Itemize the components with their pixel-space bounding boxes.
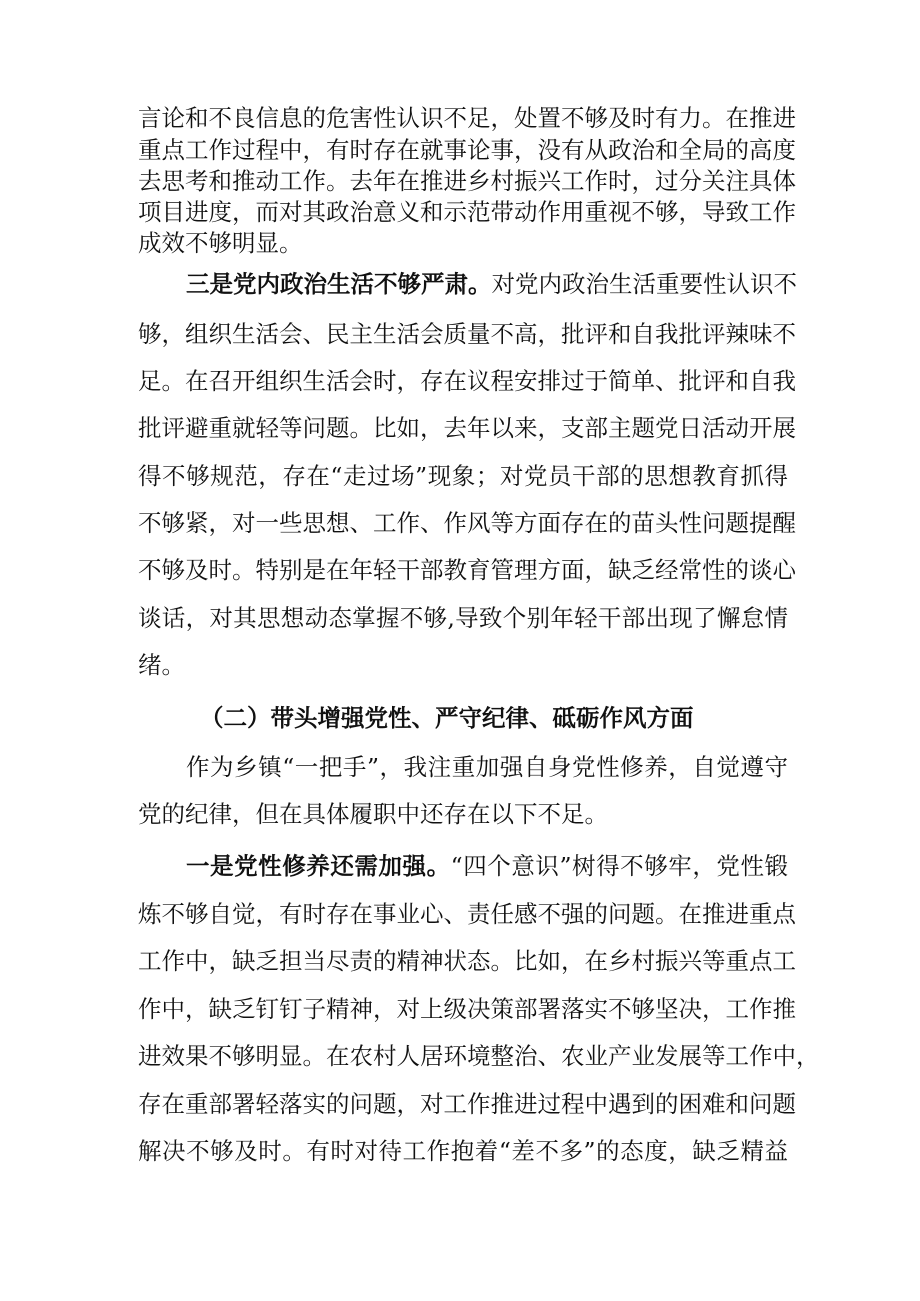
section-heading: （二）带头增强党性、严守纪律、砥砺作风方面 [200, 704, 694, 732]
paragraph-line: 足。在召开组织生活会时，存在议程安排过于简单、批评和自我 [138, 367, 796, 395]
paragraph-line: 存在重部署轻落实的问题，对工作推进过程中遇到的困难和问题 [138, 1090, 796, 1118]
paragraph-line: 炼不够自觉，有时存在事业心、责任感不强的问题。在推进重点 [138, 900, 796, 928]
paragraph-three-lead: 三是党内政治生活不够严肃。 [186, 270, 492, 298]
paragraph-line: 解决不够及时。有时对待工作抱着“差不多”的态度，缺乏精益 [138, 1137, 788, 1165]
paragraph-line: 绪。 [138, 651, 185, 679]
paragraph-line: 得不够规范，存在“走过场”现象；对党员干部的思想教育抓得 [138, 462, 788, 490]
paragraph-three-first-line [186, 269, 797, 299]
paragraph-line: 不够紧，对一些思想、工作、作风等方面存在的苗头性问题提醒 [138, 509, 796, 537]
paragraph-intro-first-line: 作为乡镇“一把手”，我注重加强自身党性修养，自觉遵守 [186, 753, 788, 781]
paragraph-line: 党的纪律，但在具体履职中还存在以下不足。 [138, 800, 608, 828]
paragraph-line: 批评避重就轻等问题。比如，去年以来，支部主题党日活动开展 [138, 414, 796, 442]
paragraph-line: 言论和不良信息的危害性认识不足，处置不够及时有力。在推进 [138, 104, 796, 132]
paragraph-line: 谈话，对其思想动态掌握不够,导致个别年轻干部出现了懈怠情 [138, 604, 788, 632]
paragraph-one-first-line [186, 851, 788, 881]
paragraph-line: 重点工作过程中，有时存在就事论事，没有从政治和全局的高度 [138, 136, 796, 164]
paragraph-line: 够，组织生活会、民主生活会质量不高，批评和自我批评辣味不 [138, 320, 796, 348]
paragraph-line: 项目进度，而对其政治意义和示范带动作用重视不够，导致工作 [138, 198, 796, 226]
paragraph-line: 不够及时。特别是在年轻干部教育管理方面，缺乏经常性的谈心 [138, 556, 796, 584]
paragraph-line: 作中，缺乏钉钉子精神，对上级决策部署落实不够坚决，工作推 [138, 995, 796, 1023]
paragraph-three-first-rest: 对党内政治生活重要性认识不 [491, 270, 797, 298]
paragraph-one-first-rest: “四个意识”树得不够牢，党性锻 [450, 852, 789, 880]
paragraph-line: 去思考和推动工作。去年在推进乡村振兴工作时，过分关注具体 [138, 167, 796, 195]
paragraph-one-lead: 一是党性修养还需加强。 [186, 852, 451, 880]
paragraph-line: 成效不够明显。 [138, 229, 303, 257]
paragraph-line: 工作中，缺乏担当尽责的精神状态。比如，在乡村振兴等重点工 [138, 947, 796, 975]
paragraph-line: 进效果不够明显。在农村人居环境整治、农业产业发展等工作中， [138, 1042, 820, 1070]
